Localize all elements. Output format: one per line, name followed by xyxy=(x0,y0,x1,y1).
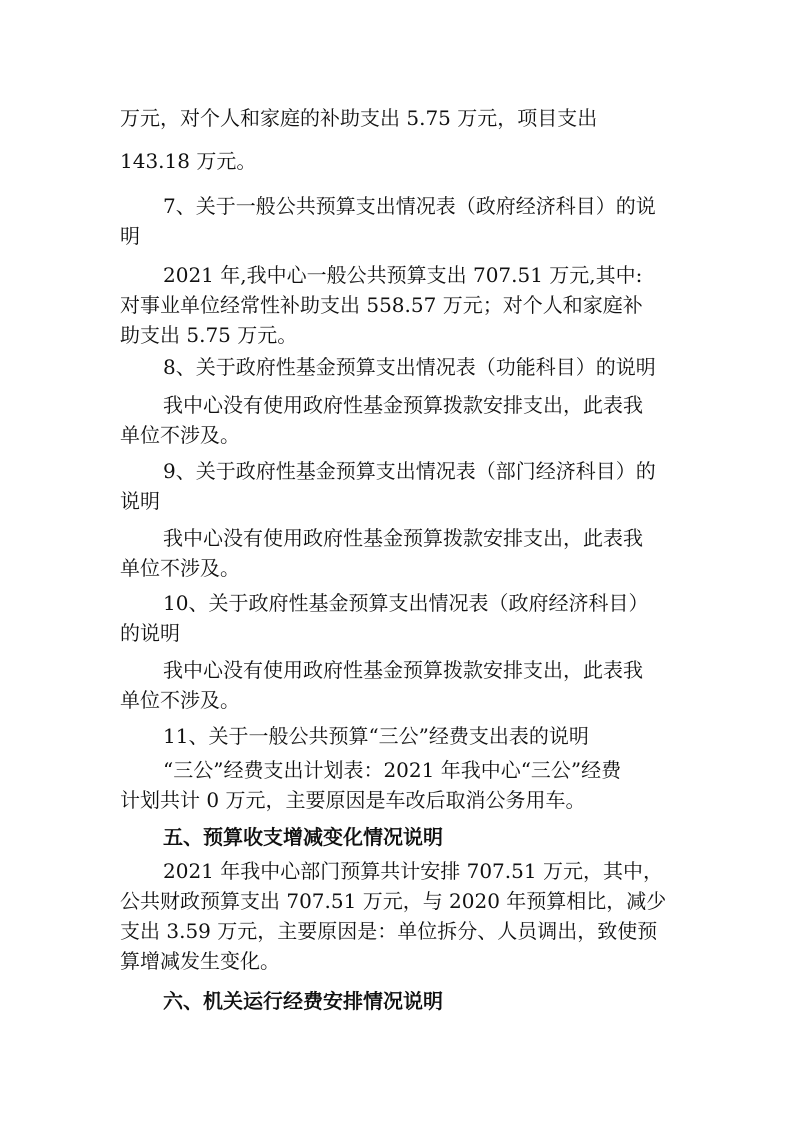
section-heading-8: 8、关于政府性基金预算支出情况表（功能科目）的说明 xyxy=(163,355,656,379)
body-text-line: 单位不涉及。 xyxy=(120,556,240,580)
section-heading-10: 10、关于政府性基金预算支出情况表（政府经济科目） xyxy=(163,591,649,615)
chapter-heading-5: 五、预算收支增减变化情况说明 xyxy=(163,825,443,849)
section-heading-10-continued: 的说明 xyxy=(120,621,180,645)
section-heading-9-continued: 说明 xyxy=(120,489,160,513)
body-text-line: “三公”经费支出计划表：2021 年我中心“三公”经费 xyxy=(163,758,622,782)
chapter-heading-6: 六、机关运行经费安排情况说明 xyxy=(163,989,443,1013)
body-text-line: 我中心没有使用政府性基金预算拨款安排支出，此表我 xyxy=(163,526,643,550)
body-text-line: 我中心没有使用政府性基金预算拨款安排支出，此表我 xyxy=(163,658,643,682)
body-text-line: 支出 3.59 万元，主要原因是：单位拆分、人员调出，致使预 xyxy=(120,919,658,943)
body-text-line: 万元，对个人和家庭的补助支出 5.75 万元，项目支出 xyxy=(120,106,598,130)
body-text-line: 对事业单位经常性补助支出 558.57 万元；对个人和家庭补 xyxy=(120,293,643,317)
body-text-line: 算增减发生变化。 xyxy=(120,949,280,973)
body-text-line: 计划共计 0 万元，主要原因是车改后取消公务用车。 xyxy=(120,788,586,812)
section-heading-7: 7、关于一般公共预算支出情况表（政府经济科目）的说 xyxy=(163,194,656,218)
body-text-line: 我中心没有使用政府性基金预算拨款安排支出，此表我 xyxy=(163,393,643,417)
section-heading-7-continued: 明 xyxy=(120,224,140,248)
body-text-line: 公共财政预算支出 707.51 万元，与 2020 年预算相比，减少 xyxy=(120,889,667,913)
section-heading-9: 9、关于政府性基金预算支出情况表（部门经济科目）的 xyxy=(163,459,656,483)
body-text-line: 助支出 5.75 万元。 xyxy=(120,323,298,347)
section-heading-11: 11、关于一般公共预算“三公”经费支出表的说明 xyxy=(163,724,589,748)
body-text-line: 2021 年,我中心一般公共预算支出 707.51 万元,其中: xyxy=(163,263,643,287)
body-text-line: 单位不涉及。 xyxy=(120,688,240,712)
body-text-line: 2021 年我中心部门预算共计安排 707.51 万元，其中， xyxy=(163,859,663,883)
body-text-line: 单位不涉及。 xyxy=(120,423,240,447)
body-text-line: 143.18 万元。 xyxy=(120,149,257,173)
